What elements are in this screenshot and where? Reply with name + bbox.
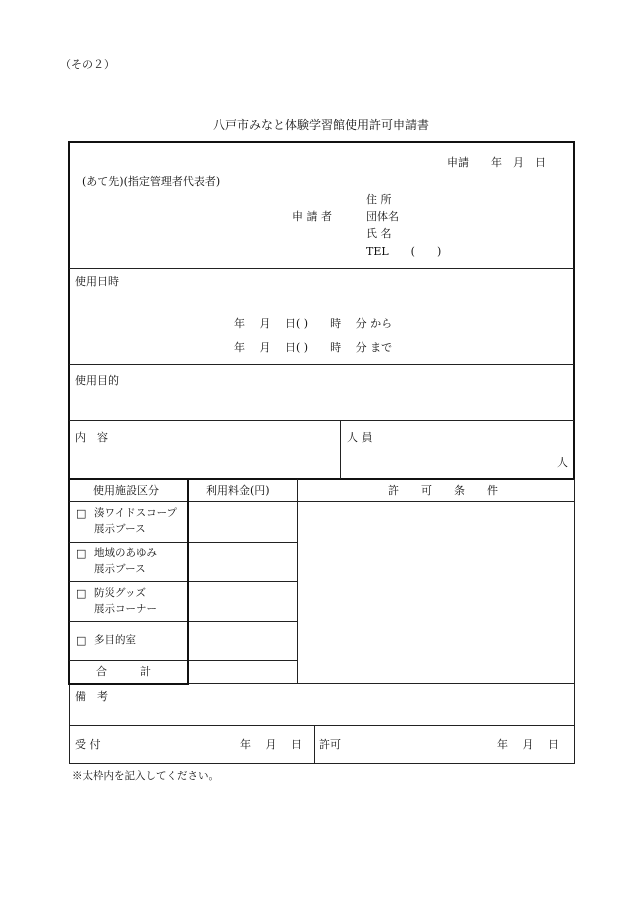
remarks-label: 備 考 (75, 690, 108, 703)
facility-row-line (69, 501, 187, 502)
fee-row-line (187, 542, 297, 543)
fee-conditions-divider (297, 479, 298, 683)
fee-row-line (187, 581, 297, 582)
fee-row-line (187, 660, 297, 661)
conditions-header: 許 可 条 件 (388, 484, 498, 497)
tel-label: TEL ( ) (366, 245, 442, 258)
facility-checkbox[interactable]: □ (76, 587, 87, 600)
bottom-border (69, 763, 575, 764)
facility-name: 多目的室 (94, 634, 136, 646)
usage-to-line[interactable]: 年 月 日( ) 時 分 まで (234, 341, 393, 354)
facility-checkbox[interactable]: □ (76, 547, 87, 560)
facility-row-line (69, 581, 187, 582)
header-bottom-line (187, 501, 575, 502)
reception-date: 年 月 日 (240, 738, 302, 751)
contents-label: 内 容 (75, 431, 108, 444)
usage-from-line[interactable]: 年 月 日( ) 時 分 から (234, 317, 393, 330)
people-unit: 人 (557, 456, 568, 469)
divider (69, 725, 575, 726)
form-number: （その２） (60, 58, 115, 71)
applicant-thick-frame (68, 141, 575, 480)
addressee-label: (あて先)(指定管理者代表者) (82, 175, 221, 188)
table-right-border (574, 479, 575, 764)
facility-row-line (69, 660, 187, 661)
facility-name-line2: 展示ブース (94, 523, 146, 535)
divider (340, 421, 341, 479)
facility-name-line2: 展示コーナー (94, 603, 157, 615)
facility-category-header: 使用施設区分 (93, 484, 159, 497)
facility-row-line (69, 621, 187, 622)
table-bottom-line (187, 683, 575, 684)
divider (69, 420, 574, 421)
fee-header: 利用料金(円) (206, 484, 270, 497)
facility-checkbox[interactable]: □ (76, 634, 87, 647)
permit-label: 許可 (319, 738, 341, 751)
organization-label: 団体名 (366, 210, 399, 223)
name-label: 氏 名 (366, 227, 392, 240)
reception-divider (314, 726, 315, 763)
facility-name-line2: 展示ブース (94, 563, 146, 575)
people-label: 人 員 (347, 431, 373, 444)
facility-name: 防災グッズ (94, 587, 146, 599)
total-label: 合 計 (96, 665, 151, 678)
purpose-label: 使用目的 (75, 374, 119, 387)
facility-name: 湊ワイドスコープ (94, 507, 178, 519)
applicant-label: 申 請 者 (292, 210, 332, 223)
usage-datetime-label: 使用日時 (75, 275, 119, 288)
divider (69, 364, 574, 365)
divider (69, 268, 574, 269)
facility-row-line (69, 542, 187, 543)
address-label: 住 所 (366, 193, 392, 206)
fee-row-line (187, 621, 297, 622)
facility-checkbox[interactable]: □ (76, 507, 87, 520)
facility-name: 地域のあゆみ (94, 547, 157, 559)
footnote: ※太枠内を記入してください。 (72, 770, 219, 782)
reception-label: 受 付 (75, 738, 101, 751)
page-title: 八戸市みなと体験学習館使用許可申請書 (213, 118, 430, 132)
application-date[interactable]: 申請 年 月 日 (447, 156, 546, 169)
permit-date: 年 月 日 (497, 738, 559, 751)
